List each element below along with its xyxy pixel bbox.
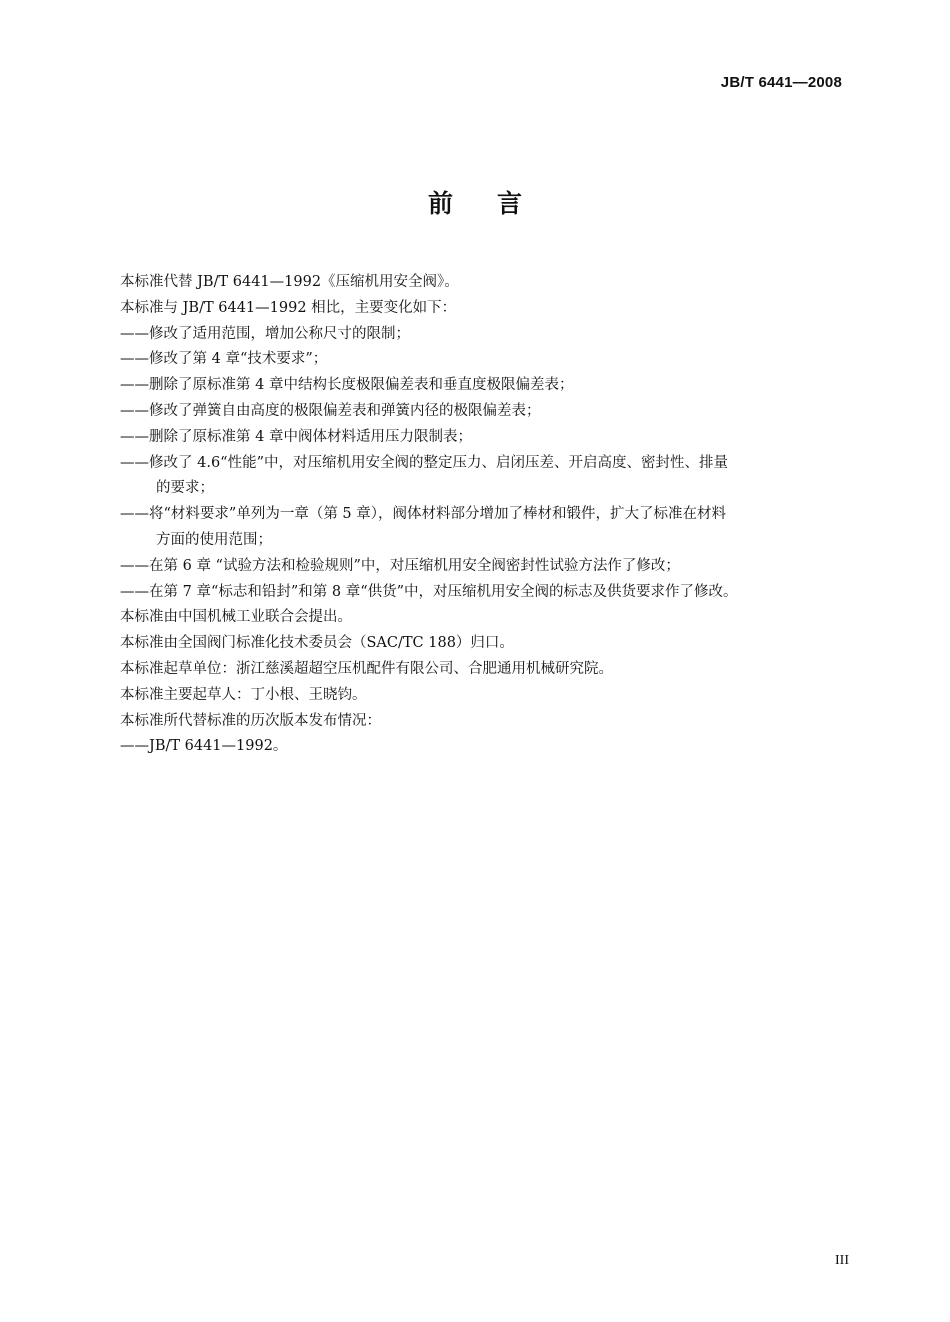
change-item: ——删除了原标准第 4 章中结构长度极限偏差表和垂直度极限偏差表； <box>120 377 574 394</box>
change-item-continuation: 方面的使用范围； <box>156 531 272 548</box>
paragraph-line: 本标准主要起草人：丁小根、王晓钧。 <box>120 686 367 703</box>
change-item: ——修改了第 4 章“技术要求”； <box>120 351 328 368</box>
page-number: III <box>835 1253 849 1268</box>
foreword-body <box>120 270 860 760</box>
change-item: ——删除了原标准第 4 章中阀体材料适用压力限制表； <box>120 428 472 445</box>
paragraph-line: 本标准与 JB/T 6441—1992 相比，主要变化如下： <box>120 299 457 316</box>
paragraph-line: 本标准起草单位：浙江慈溪超超空压机配件有限公司、合肥通用机械研究院。 <box>120 660 613 677</box>
change-item: ——修改了适用范围，增加公称尺寸的限制； <box>120 325 410 342</box>
standard-code: JB/T 6441—2008 <box>720 74 842 91</box>
change-item: ——在第 7 章“标志和铅封”和第 8 章“供货”中，对压缩机用安全阀的标志及供货要求作了修改。 <box>120 583 738 600</box>
paragraph-line: 本标准所代替标准的历次版本发布情况： <box>120 712 381 729</box>
paragraph-line: 本标准代替 JB/T 6441—1992《压缩机用安全阀》。 <box>120 274 459 290</box>
change-item: ——修改了弹簧自由高度的极限偏差表和弹簧内径的极限偏差表； <box>120 402 541 419</box>
change-item-continuation: 的要求； <box>156 480 214 497</box>
change-item: ——将“材料要求”单列为一章（第 5 章），阀体材料部分增加了棒材和锻件，扩大了标准在材料 <box>120 506 727 523</box>
page-title: 前言 <box>427 189 566 218</box>
paragraph-line: 本标准由中国机械工业联合会提出。 <box>120 609 352 626</box>
paragraph-line: 本标准由全国阀门标准化技术委员会（SAC/TC 188）归口。 <box>120 635 514 652</box>
change-item: ——在第 6 章 “试验方法和检验规则”中，对压缩机用安全阀密封性试验方法作了修改； <box>120 557 680 574</box>
change-item: ——修改了 4.6“性能”中，对压缩机用安全阀的整定压力、启闭压差、开启高度、密封性、排量 <box>120 454 728 471</box>
history-item: ——JB/T 6441—1992。 <box>120 738 288 755</box>
